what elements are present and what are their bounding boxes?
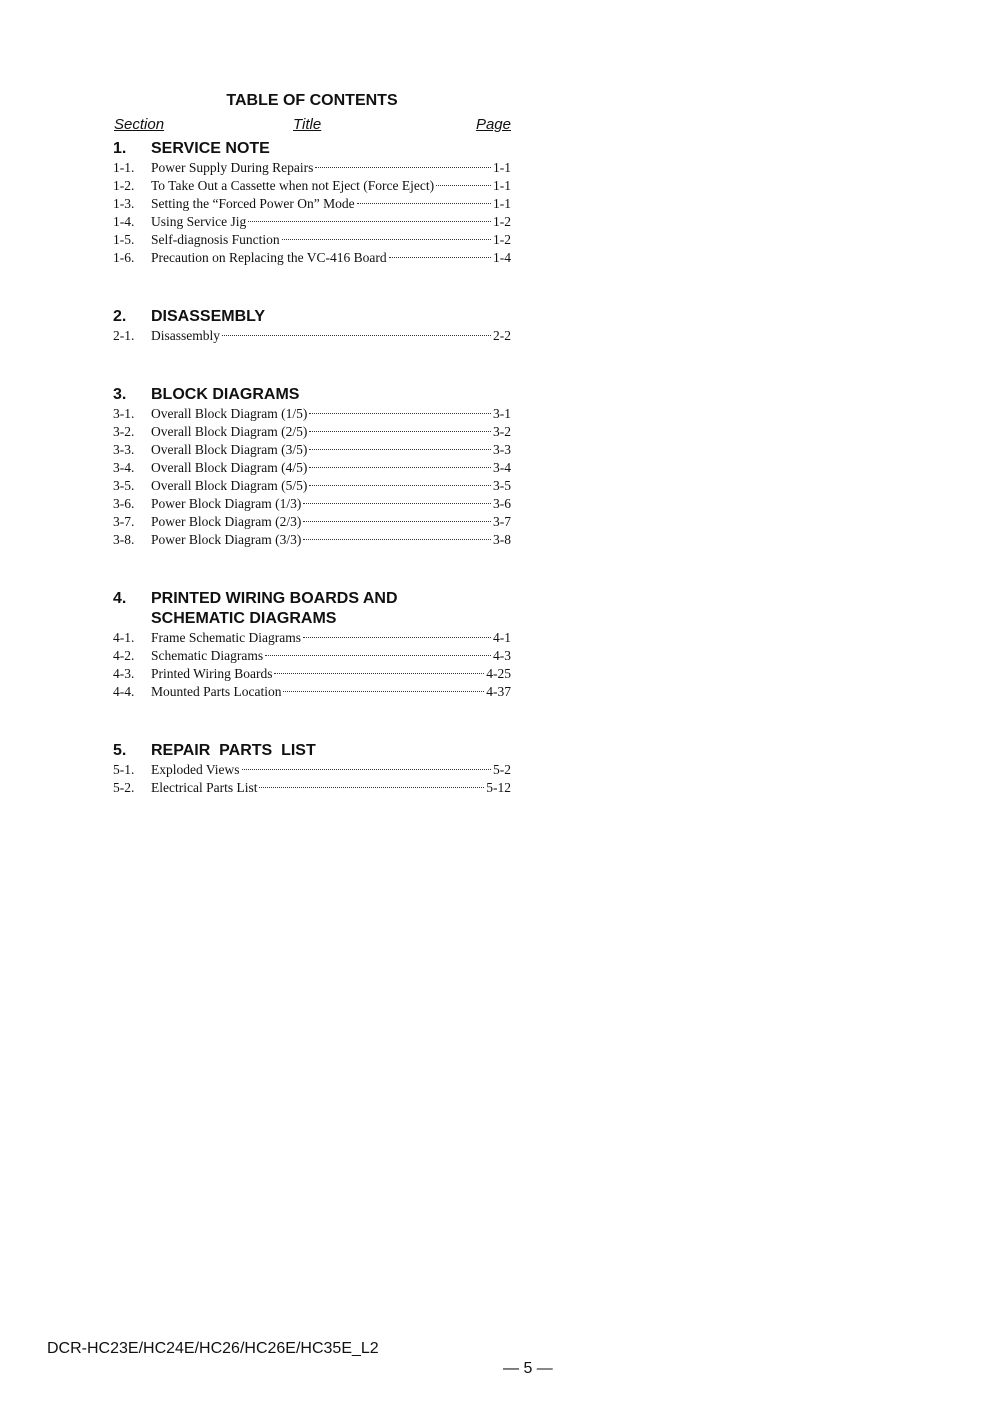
toc-entry[interactable] (113, 249, 511, 267)
entry-page: 1-4 (493, 250, 511, 265)
toc-entry[interactable] (113, 159, 511, 177)
entry-title: Power Block Diagram (2/3) (151, 514, 302, 529)
entry-title: Power Block Diagram (3/3) (151, 532, 302, 547)
dot-leader (389, 257, 491, 258)
dot-leader (259, 787, 484, 788)
toc-section (113, 385, 511, 549)
entry-title: Setting the “Forced Power On” Mode (151, 196, 355, 211)
entry-title: Power Supply During Repairs (151, 160, 314, 175)
entry-page: 4-3 (493, 648, 511, 663)
section-title-line: PRINTED WIRING BOARDS AND (151, 590, 398, 607)
section-heading (113, 589, 511, 629)
entry-page: 1-2 (493, 214, 511, 229)
toc-entry[interactable] (113, 177, 511, 195)
section-title (151, 589, 511, 629)
entry-number: 3-7. (113, 514, 135, 529)
entry-page: 3-2 (493, 424, 511, 439)
entry-title: Precaution on Replacing the VC-416 Board (151, 250, 387, 265)
entry-number: 3-6. (113, 496, 135, 511)
entry-page: 5-2 (493, 762, 511, 777)
entry-page: 1-2 (493, 232, 511, 247)
toc-title: TABLE OF CONTENTS (226, 92, 398, 109)
footer-model-number: DCR-HC23E/HC24E/HC26/HC26E/HC35E_L2 (47, 1340, 379, 1357)
entry-title: Electrical Parts List (151, 780, 258, 795)
toc-section (113, 589, 511, 701)
entry-page: 2-2 (493, 328, 511, 343)
section-heading (113, 307, 511, 327)
entry-page: 4-37 (486, 684, 511, 699)
entry-page: 1-1 (493, 196, 511, 211)
entry-page: 3-7 (493, 514, 511, 529)
toc-entry[interactable] (113, 779, 511, 797)
dot-leader (283, 691, 484, 692)
entry-number: 3-3. (113, 442, 135, 457)
entry-number: 1-6. (113, 250, 135, 265)
entry-title: Overall Block Diagram (1/5) (151, 406, 308, 421)
entry-page: 3-3 (493, 442, 511, 457)
entry-title: Overall Block Diagram (5/5) (151, 478, 308, 493)
entry-title: Frame Schematic Diagrams (151, 630, 301, 645)
toc-entry[interactable] (113, 683, 511, 701)
entry-number: 5-2. (113, 780, 135, 795)
entry-number: 3-1. (113, 406, 135, 421)
entry-number: 1-3. (113, 196, 135, 211)
column-header-section: Section (114, 116, 165, 133)
entry-number: 1-5. (113, 232, 135, 247)
dot-leader (309, 485, 491, 486)
dot-leader (248, 221, 491, 222)
toc-section (113, 741, 511, 797)
entry-title: Overall Block Diagram (4/5) (151, 460, 308, 475)
toc-entry[interactable] (113, 495, 511, 513)
column-header-page: Page (475, 116, 511, 133)
toc-entry[interactable] (113, 647, 511, 665)
section-heading (113, 741, 511, 761)
column-headers (113, 114, 511, 136)
entry-number: 1-4. (113, 214, 135, 229)
entry-page: 3-4 (493, 460, 511, 475)
dot-leader (357, 203, 491, 204)
section-heading (113, 139, 511, 159)
toc-entry[interactable] (113, 423, 511, 441)
entry-title: Self-diagnosis Function (151, 232, 280, 247)
dot-leader (309, 431, 491, 432)
entry-title: Exploded Views (151, 762, 240, 777)
entry-title: To Take Out a Cassette when not Eject (Force Eject) (151, 178, 435, 193)
dot-leader (315, 167, 491, 168)
toc-entry[interactable] (113, 629, 511, 647)
entry-page: 4-25 (486, 666, 511, 681)
toc-section (113, 307, 511, 345)
section-title: BLOCK DIAGRAMS (151, 386, 300, 403)
dot-leader (309, 467, 491, 468)
section-title: SERVICE NOTE (151, 140, 270, 157)
entry-page: 3-6 (493, 496, 511, 511)
toc-entry[interactable] (113, 761, 511, 779)
toc-entry[interactable] (113, 665, 511, 683)
dot-leader (436, 185, 491, 186)
entry-page: 5-12 (486, 780, 511, 795)
dot-leader (309, 449, 491, 450)
section-title: REPAIR PARTS LIST (151, 742, 316, 759)
toc-entry[interactable] (113, 327, 511, 345)
toc-section (113, 139, 511, 267)
entry-number: 5-1. (113, 762, 135, 777)
section-number: 1. (113, 140, 127, 157)
entry-number: 4-3. (113, 666, 135, 681)
entry-number: 4-1. (113, 630, 135, 645)
entry-number: 3-4. (113, 460, 135, 475)
toc-entry[interactable] (113, 405, 511, 423)
entry-page: 3-1 (493, 406, 511, 421)
dot-leader (265, 655, 491, 656)
dot-leader (309, 413, 491, 414)
dot-leader (222, 335, 491, 336)
section-number: 2. (113, 308, 127, 325)
column-header-title: Title (293, 116, 322, 133)
entry-number: 3-8. (113, 532, 135, 547)
entry-number: 4-2. (113, 648, 135, 663)
entry-number: 1-1. (113, 160, 135, 175)
dot-leader (274, 673, 484, 674)
entry-page: 1-1 (493, 160, 511, 175)
entry-number: 2-1. (113, 328, 135, 343)
dot-leader (282, 239, 491, 240)
entry-title: Power Block Diagram (1/3) (151, 496, 302, 511)
section-title: DISASSEMBLY (151, 308, 266, 325)
entry-page: 3-8 (493, 532, 511, 547)
section-heading (113, 385, 511, 405)
entry-title: Overall Block Diagram (3/5) (151, 442, 308, 457)
entry-title: Using Service Jig (151, 214, 247, 229)
entry-page: 4-1 (493, 630, 511, 645)
entry-title: Overall Block Diagram (2/5) (151, 424, 308, 439)
entry-page: 1-1 (493, 178, 511, 193)
toc-entry[interactable] (113, 231, 511, 249)
footer-page-number: — 5 — (503, 1360, 553, 1377)
toc-entry[interactable] (113, 477, 511, 495)
toc-entry[interactable] (113, 531, 511, 549)
toc-entry[interactable] (113, 213, 511, 231)
section-number: 5. (113, 742, 127, 759)
table-of-contents (113, 88, 511, 797)
entry-title: Printed Wiring Boards (151, 666, 273, 681)
dot-leader (303, 521, 491, 522)
section-title-line: SCHEMATIC DIAGRAMS (151, 610, 337, 627)
toc-entry[interactable] (113, 459, 511, 477)
dot-leader (303, 503, 491, 504)
toc-entry[interactable] (113, 195, 511, 213)
entry-number: 1-2. (113, 178, 135, 193)
entry-page: 3-5 (493, 478, 511, 493)
dot-leader (242, 769, 491, 770)
dot-leader (303, 539, 491, 540)
toc-entry[interactable] (113, 513, 511, 531)
entry-number: 3-2. (113, 424, 135, 439)
toc-entry[interactable] (113, 441, 511, 459)
entry-title: Disassembly (151, 328, 220, 343)
entry-number: 4-4. (113, 684, 135, 699)
entry-title: Mounted Parts Location (151, 684, 282, 699)
entry-number: 3-5. (113, 478, 135, 493)
section-number: 3. (113, 386, 127, 403)
dot-leader (303, 637, 491, 638)
entry-title: Schematic Diagrams (151, 648, 264, 663)
section-number: 4. (113, 590, 127, 607)
